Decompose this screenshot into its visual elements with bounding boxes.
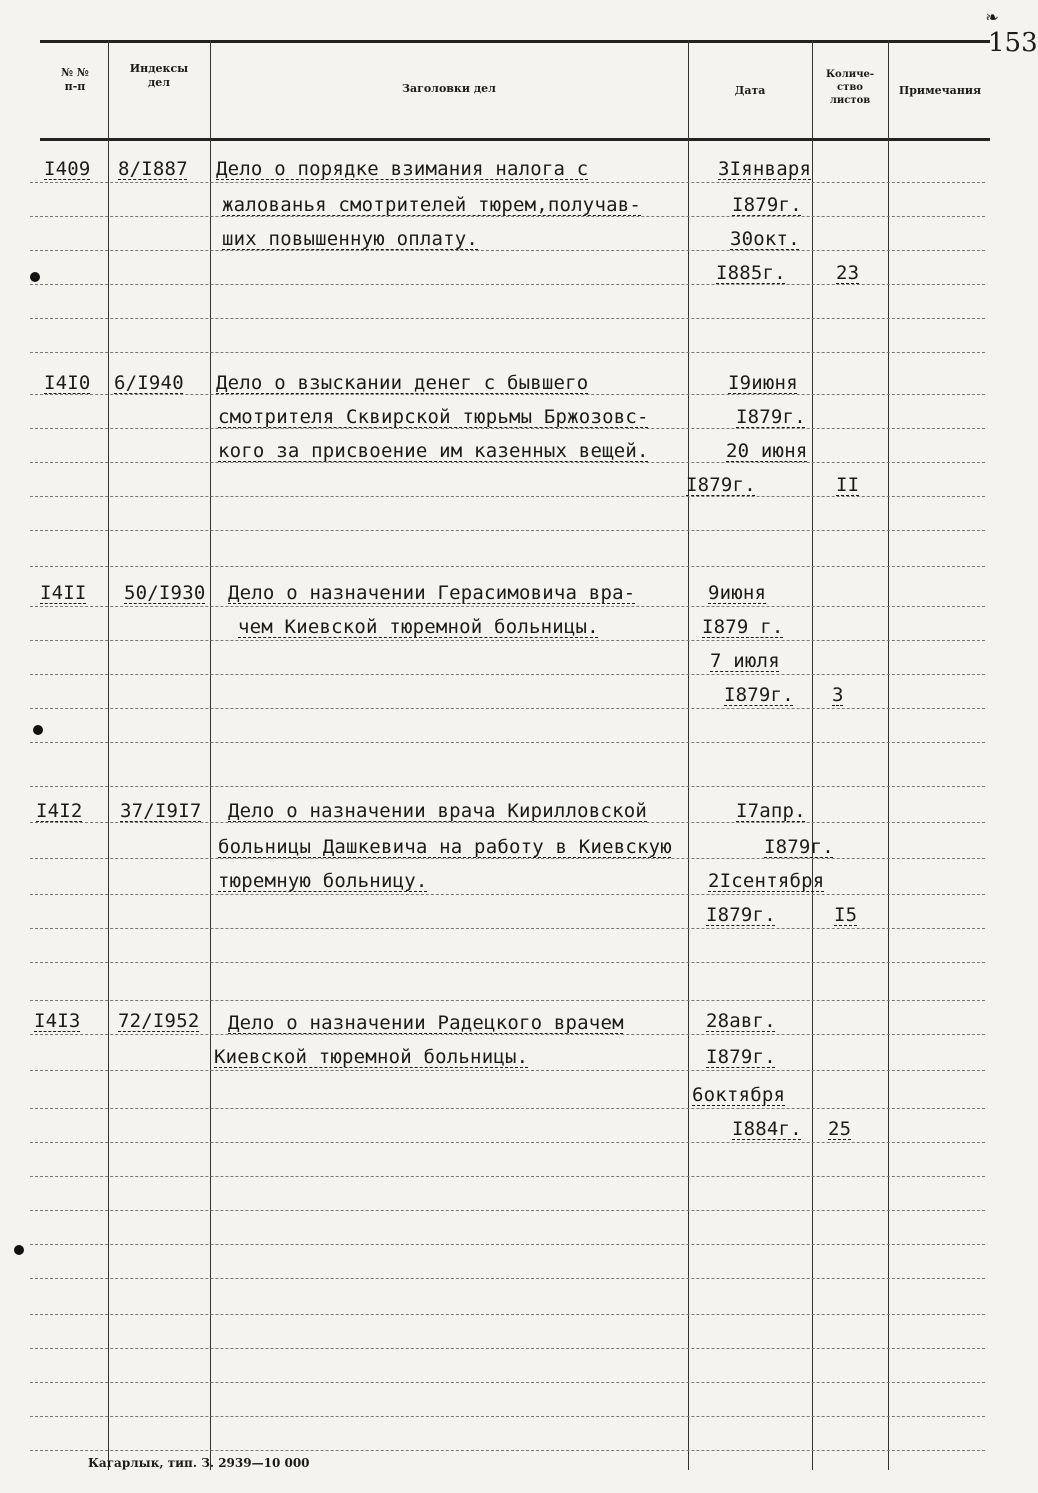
record-date-line: I879г. (686, 474, 756, 496)
record-date-line: I7апр. (736, 800, 806, 822)
record-title-line: тюремную больницу. (218, 870, 428, 892)
record-date-line: 28авг. (706, 1010, 776, 1032)
ledger-line (30, 462, 985, 463)
record-index: 50/I930 (124, 582, 206, 604)
ledger-line (30, 1244, 985, 1245)
record-title-line: Дело о взыскании денег с бывшего (216, 372, 589, 394)
column-divider (688, 40, 689, 1470)
record-index: 8/I887 (118, 158, 188, 180)
record-title-line: Дело о назначении врача Кирилловской (228, 800, 648, 822)
record-date-line: I879г. (724, 684, 794, 706)
record-date-line: 20 июня (726, 440, 808, 462)
ledger-line (30, 858, 985, 859)
punch-hole (30, 272, 40, 282)
record-sheet-count: 25 (828, 1118, 852, 1140)
header-date: Дата (734, 84, 766, 97)
record-number: I4I3 (34, 1010, 81, 1032)
ledger-line (30, 822, 985, 823)
punch-hole (33, 725, 43, 735)
record-sheet-count: I5 (834, 904, 858, 926)
ledger-line (30, 318, 985, 319)
table-header-rule (40, 138, 990, 141)
ledger-line (30, 1034, 985, 1035)
ledger-line (30, 786, 985, 787)
ledger-line (30, 928, 985, 929)
ledger-line (30, 742, 985, 743)
print-imprint: Кагарлык, тип. З. 2939—10 000 (88, 1456, 310, 1470)
ledger-line (30, 428, 985, 429)
column-divider (108, 40, 109, 1470)
record-date-line: I9июня (728, 372, 798, 394)
record-sheet-count: 3 (832, 684, 844, 706)
ledger-line (30, 606, 985, 607)
record-title-line: Дело о назначении Радецкого врачем (228, 1012, 624, 1034)
record-title-line: смотрителя Сквирской тюрьмы Бржозовс- (218, 406, 649, 428)
record-date-line: I884г. (732, 1118, 802, 1140)
record-sheet-count: 23 (836, 262, 860, 284)
ledger-line (30, 1108, 985, 1109)
punch-hole (14, 1245, 24, 1255)
ledger-line (30, 394, 985, 395)
ledger-line (30, 1314, 985, 1315)
record-date-line: 6октября (692, 1084, 786, 1106)
record-date-line: I879г. (706, 904, 776, 926)
record-date-line: 3Iянваря (718, 158, 812, 180)
record-sheet-count: II (836, 474, 860, 496)
ledger-line (30, 1070, 985, 1071)
page-number: 153 (988, 28, 1038, 58)
record-date-line: I879г. (764, 836, 834, 858)
ledger-line (30, 674, 985, 675)
ledger-line (30, 1176, 985, 1177)
table-top-rule (40, 40, 990, 43)
record-title-line: кого за присвоение им казенных вещей. (218, 440, 649, 462)
record-date-line: 9июня (708, 582, 767, 604)
ledger-line (30, 894, 985, 895)
column-divider (210, 40, 211, 1470)
record-date-line: I879г. (736, 406, 806, 428)
ledger-line (30, 1278, 985, 1279)
record-date-line: I879г. (706, 1046, 776, 1068)
record-date-line: I885г. (716, 262, 786, 284)
header-sheet-count: Количе- ство листов (825, 69, 875, 106)
ledger-line (30, 352, 985, 353)
ledger-line (30, 708, 985, 709)
ledger-line (30, 640, 985, 641)
ledger-line (30, 962, 985, 963)
record-date-line: 2Iсентября (708, 870, 825, 892)
record-title-line: ших повышенную оплату. (222, 228, 479, 250)
record-number: I409 (44, 158, 91, 180)
ledger-line (30, 530, 985, 531)
ledger-line (30, 1210, 985, 1211)
ledger-line (30, 496, 985, 497)
record-title-line: чем Киевской тюремной больницы. (238, 616, 599, 638)
record-number: I4II (40, 582, 87, 604)
record-index: 72/I952 (118, 1010, 200, 1032)
ledger-line (30, 1142, 985, 1143)
record-title-line: Дело о назначении Герасимовича вра- (228, 582, 636, 604)
record-date-line: I879 г. (702, 616, 784, 638)
ledger-line (30, 566, 985, 567)
header-title: Заголовки дел (402, 82, 496, 95)
ledger-line (30, 1348, 985, 1349)
header-notes: Примечания (898, 84, 982, 97)
record-number: I4I0 (44, 372, 91, 394)
column-divider (812, 40, 813, 1470)
record-date-line: 30окт. (730, 228, 800, 250)
ledger-line (30, 1000, 985, 1001)
record-date-line: I879г. (732, 194, 802, 216)
ledger-line (30, 1382, 985, 1383)
ledger-line (30, 284, 985, 285)
record-number: I4I2 (36, 800, 83, 822)
ledger-line (30, 182, 985, 183)
ledger-line (30, 1416, 985, 1417)
record-title-line: жалованья смотрителей тюрем,получав- (222, 194, 642, 216)
ledger-line (30, 250, 985, 251)
record-index: 6/I940 (114, 372, 184, 394)
record-title-line: больницы Дашкевича на работу в Киевскую (218, 836, 672, 858)
record-title-line: Дело о порядке взимания налога с (216, 158, 589, 180)
header-index: Индексы дел (129, 62, 189, 89)
stamp-mark-icon: ❧ (986, 4, 999, 28)
record-title-line: Киевской тюремной больницы. (214, 1046, 529, 1068)
record-index: 37/I9I7 (120, 800, 202, 822)
ledger-line (30, 216, 985, 217)
ledger-line (30, 1450, 985, 1451)
record-date-line: 7 июля (710, 650, 780, 672)
column-divider (888, 40, 889, 1470)
header-number: № № п-п (61, 66, 89, 93)
